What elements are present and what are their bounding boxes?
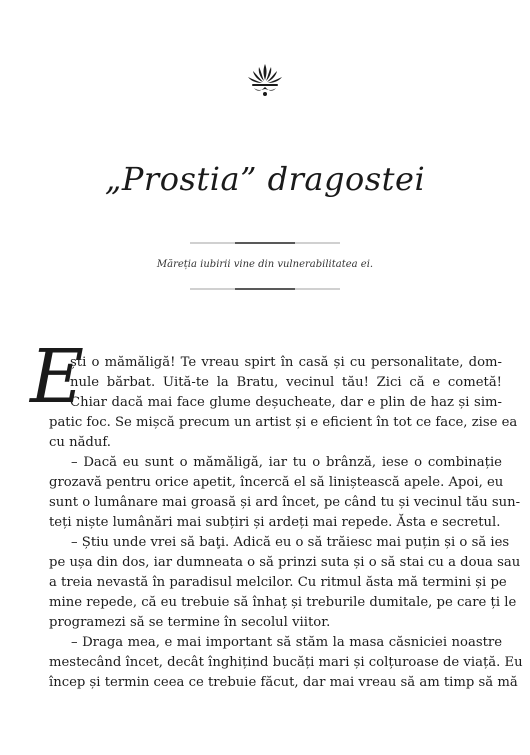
- text-line: ști o mămăligă! Te vreau spirt în casă și cu personalitate, dom-: [70, 355, 502, 370]
- text-line: – Dacă eu sunt o mămăligă, iar tu o brânză, iese o combinație: [71, 455, 502, 470]
- text-line: a treia nevastă în paradisul melcilor. Cu ritmul ăsta mă termini și pe: [49, 575, 507, 590]
- epigraph-divider-bottom: [190, 286, 340, 292]
- drop-cap: E: [30, 334, 85, 420]
- text-line: sunt o lumânare mai groasă și ard încet, pe când tu și vecinul tău sun-: [49, 495, 521, 510]
- text-line: patic foc. Se mișcă precum un artist și e eficient în tot ce face, zise ea: [49, 415, 518, 430]
- text-line: – Draga mea, e mai important să stăm la masa căsniciei noastre: [71, 635, 502, 650]
- fleuron-ornament-icon: [240, 60, 290, 102]
- text-line: teți niște lumânări mai subțiri și ardeți mai repede. Ăsta e secretul.: [49, 515, 501, 530]
- text-line: programezi să se termine în secolul viitor.: [49, 615, 331, 630]
- text-line: încep și termin ceea ce trebuie făcut, dar mai vreau să am timp să mă: [49, 675, 518, 690]
- text-line: grozavă pentru orice apetit, încercă el să liniștească apele. Apoi, eu: [49, 475, 504, 490]
- text-line: cu năduf.: [49, 435, 111, 450]
- epigraph-divider-top: [190, 240, 340, 246]
- chapter-epigraph: Măreția iubirii vine din vulnerabilitatea ei.: [156, 259, 374, 270]
- text-line: Chiar dacă mai face glume deșucheate, dar e plin de haz și sim-: [70, 395, 502, 410]
- text-line: mine repede, că eu trebuie să înhaț și treburile dumitale, pe care ți le: [49, 595, 517, 610]
- text-line: pe ușa din dos, iar dumneata o să prinzi suta și o să stai cu a doua sau: [49, 555, 521, 570]
- chapter-title: „Prostia” dragostei: [104, 160, 426, 198]
- text-line: nule bărbat. Uită-te la Bratu, vecinul tău! Zici că e cometă!: [70, 375, 502, 390]
- text-line: – Știu unde vrei să baţi. Adică eu o să trăiesc mai puțin și o să ies: [71, 535, 510, 550]
- text-line: mestecând încet, decât înghițind bucăți mari și colțuroase de viață. Eu: [49, 655, 523, 670]
